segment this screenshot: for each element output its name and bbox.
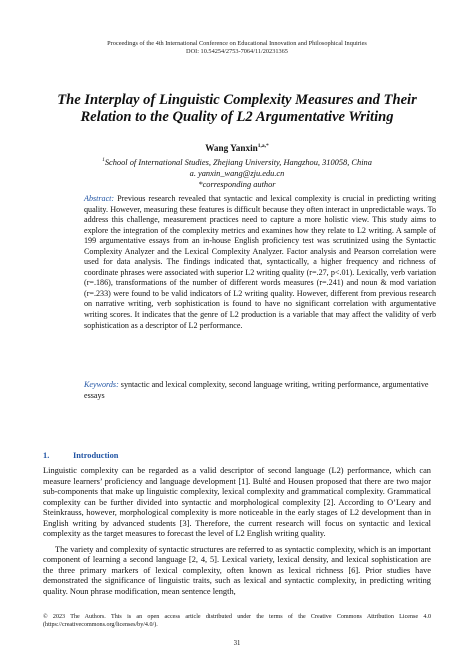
author-email: a. yanxin_wang@zju.edu.cn [189,168,285,178]
keywords [84,380,436,401]
keywords-label: Keywords: [84,380,119,389]
author-name: Wang Yanxin [205,143,258,154]
institution-superscript: 1 [102,157,105,163]
abstract-text: Previous research revealed that syntactic and lexical complexity is crucial in predicting writing quality. However, measuring these features is difficult because they often interact in unpredictable ways. To address this challenge, measurement practices need to capture a more holistic view. This study aims to explore the integration of the complexity metrics and examines how they relate to L2 writing. A sample of 199 argumentative essays from an in-house English proficiency test was scrutinized using the Syntactic Complexity Analyzer and the Lexical Complexity Analyzer. Factor analysis and Pearson correlation were used for data analysis. The findings indicated that, syntactically, a higher frequency and richness of coordinate phrases were associated with superior L2 writing quality (r=.27, p<.01). Lexically, verb variation (r=.186), transformations of the number of different words measures (r=.241) and noun & mod variation (r=.233) were found to be valid indicators of L2 writing quality. However, different from previous research on narrative writing, verb sophistication is found to have no significant correlation with argumentative writing scores. It indicates that the genre of L2 production is a variable that may affect the validity of verb sophistication as a descriptor of L2 performance. [84,194,436,330]
abstract-label: Abstract: [84,194,115,203]
corresponding-note: *corresponding author [198,179,276,189]
page-number: 31 [233,640,241,647]
section-title: Introduction [73,451,119,460]
abstract [84,194,436,331]
section-number: 1. [43,451,50,460]
institution: School of International Studies, Zhejiang University, Hangzhou, 310058, China [104,157,372,167]
body-paragraph-1: Linguistic complexity can be regarded as a valid descriptor of second language (L2) performance, which can measure learners’ proficiency and language development [1]. Bulté and Housen proposed that there are two major sub-components that make up linguistic complexity, lexical complexity and grammatical complexity. Grammatical complexity can be further divided into syntactic and morphological complexity [2]. According to O’Leary and Steinkrauss, however, morphological complexity is more noticeable in the early stages of L2 development than in English writing by advanced students [3]. Therefore, the current research will focus on syntactic and lexical complexity as the target measures to forecast the level of L2 English writing quality. [43,466,431,538]
author-line [0,141,474,154]
author-superscript: 1,a,* [257,143,269,149]
keywords-text: syntactic and lexical complexity, second language writing, writing performance, argumentative essays [84,380,429,400]
institution-line [0,155,474,168]
paper-title: The Interplay of Linguistic Complexity Measures and Their Relation to the Quality of L2 Argumentative Writing [57,92,417,125]
license-footnote: © 2023 The Authors. This is an open access article distributed under the terms of the Creative Commons Attribution License 4.0 (https://creativecommons.org/licenses/by/4.0/). [43,614,431,628]
doi-line: DOI: 10.54254/2753-7064/11/20231365 [186,48,288,55]
affiliation-block [0,155,474,190]
section-heading [43,450,343,461]
body-text [43,466,431,602]
proceedings-header [0,40,474,56]
proceedings-title: Proceedings of the 4th International Conference on Educational Innovation and Philosophical Inquiries [107,40,367,47]
body-paragraph-2: The variety and complexity of syntactic structures are referred to as syntactic complexity, which is an important component of learning a second language [2, 4, 5]. Lexical variety, lexical density, and lexical sophistication are the three primary markers of lexical complexity, often known as lexical richness [6]. Prior studies have demonstrated the significance of linguistic traits, such as lexical and syntactic complexity, in predicting writing quality. Noun phrase modification, mean sentence length, [43,544,431,596]
